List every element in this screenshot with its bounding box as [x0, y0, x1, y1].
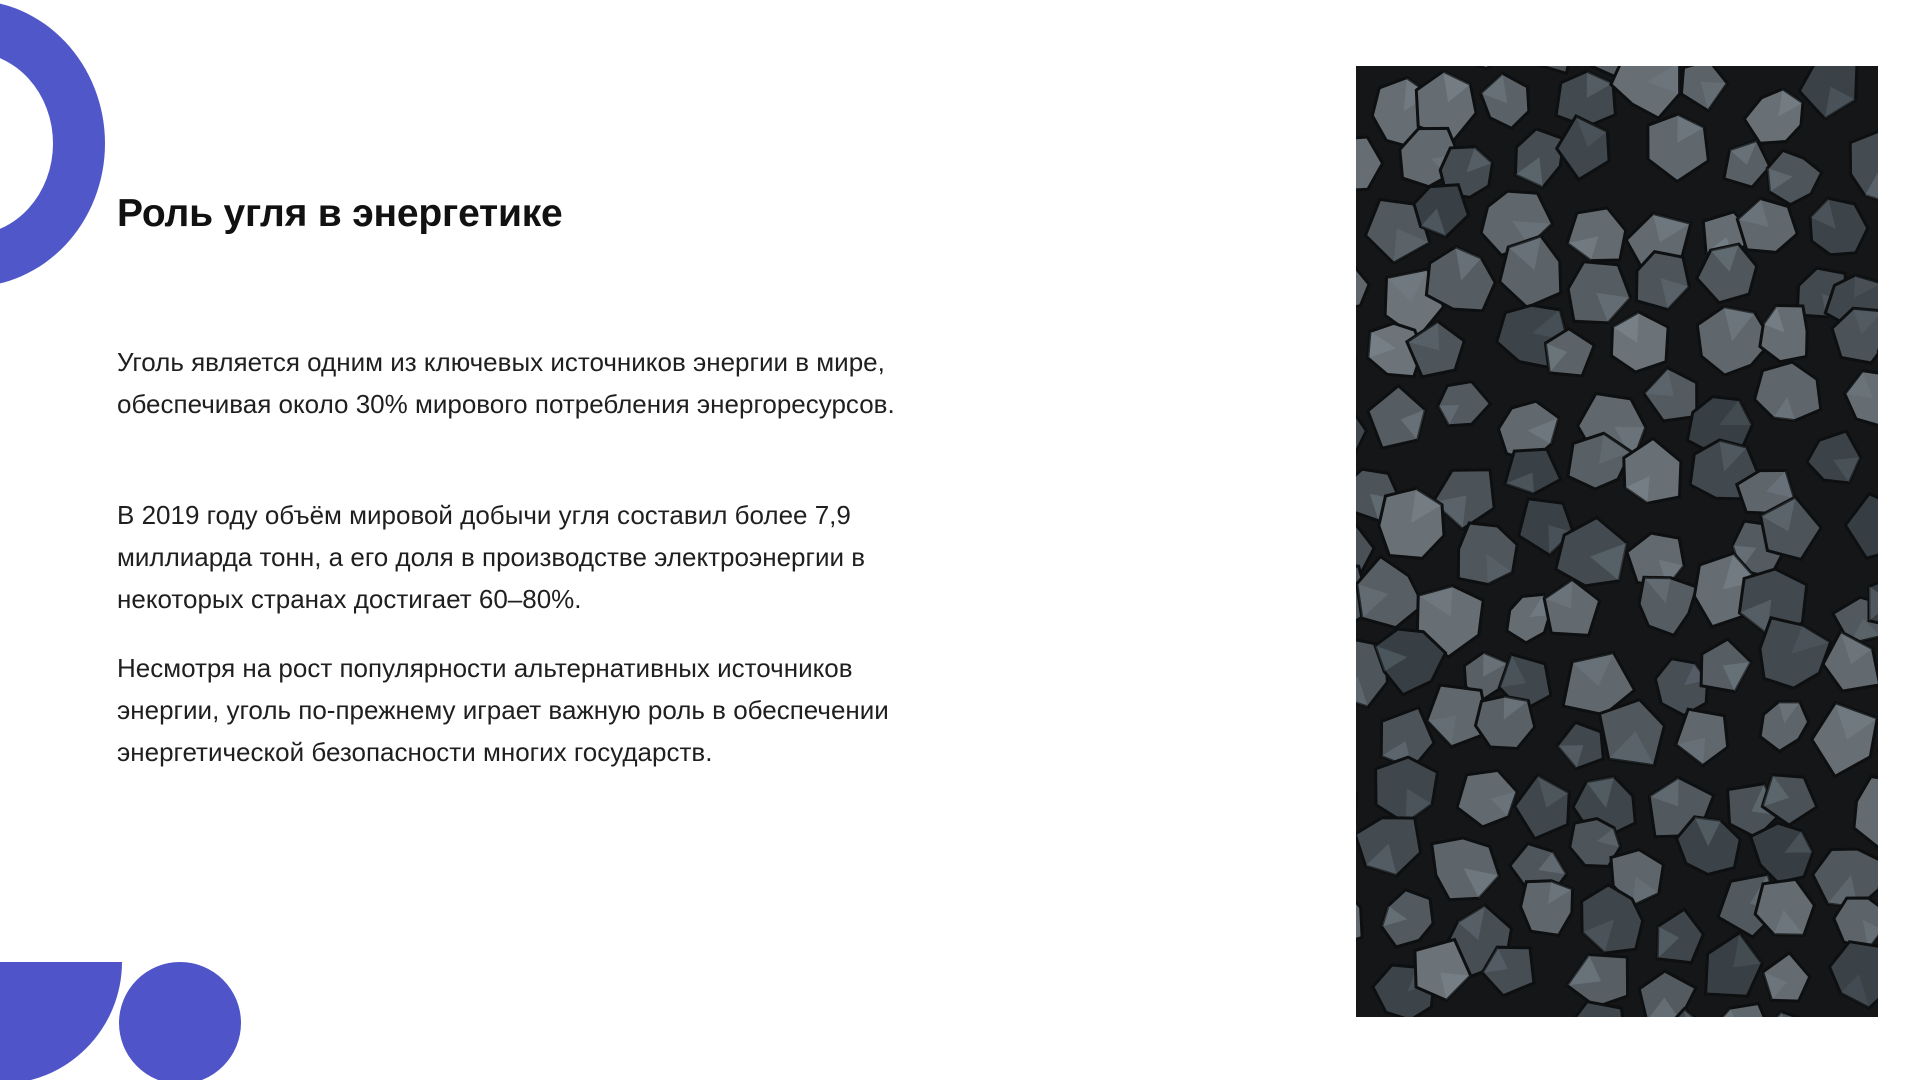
coal-photo-graphic [1356, 66, 1878, 1017]
coal-lump [1763, 1011, 1809, 1017]
coal-lump [1444, 66, 1512, 69]
coal-lump [1356, 262, 1369, 310]
coal-lump [1611, 312, 1668, 372]
coal-lump [1544, 579, 1600, 635]
paragraph-energy-security: Несмотря на рост популярности альтернативных источников энергии, уголь по-прежнему играет важную роль в обеспечении энергетической безопасности многих государств. [117, 653, 889, 767]
decorative-quarter-circle [0, 962, 122, 1080]
coal-lump [1760, 618, 1831, 688]
coal-lump [1356, 887, 1362, 948]
coal-lump [1356, 137, 1383, 191]
coal-lump [1854, 777, 1878, 848]
coal-photo [1356, 66, 1878, 1017]
decorative-ring [0, 0, 105, 287]
coal-lump [1567, 208, 1626, 261]
coal-lump [1845, 494, 1878, 558]
slide-title: Роль угля в энергетике [117, 192, 563, 235]
coal-lump [1568, 262, 1631, 323]
coal-lump [1568, 1002, 1626, 1017]
coal-lump [1751, 823, 1813, 883]
paragraph-production-2019: В 2019 году объём мировой добычи угля составил более 7,9 миллиарда тонн, а его доля в производстве электроэнергии в некоторых странах достигает 60–80%. [117, 500, 866, 614]
coal-lump [1655, 659, 1707, 716]
coal-lump [1556, 71, 1615, 127]
coal-lump [1379, 488, 1444, 558]
decorative-circle [119, 962, 241, 1080]
coal-lump [1810, 198, 1868, 255]
paragraph-coal-share: Уголь является одним из ключевых источников энергии в мире, обеспечивая около 30% мирового потребления энергоресурсов. [117, 347, 895, 419]
coal-lump [1527, 66, 1572, 73]
coal-lump [1712, 1004, 1770, 1018]
coal-lump-highlight [1684, 1009, 1710, 1017]
coal-lump [1760, 305, 1807, 361]
coal-lump [1356, 405, 1366, 466]
